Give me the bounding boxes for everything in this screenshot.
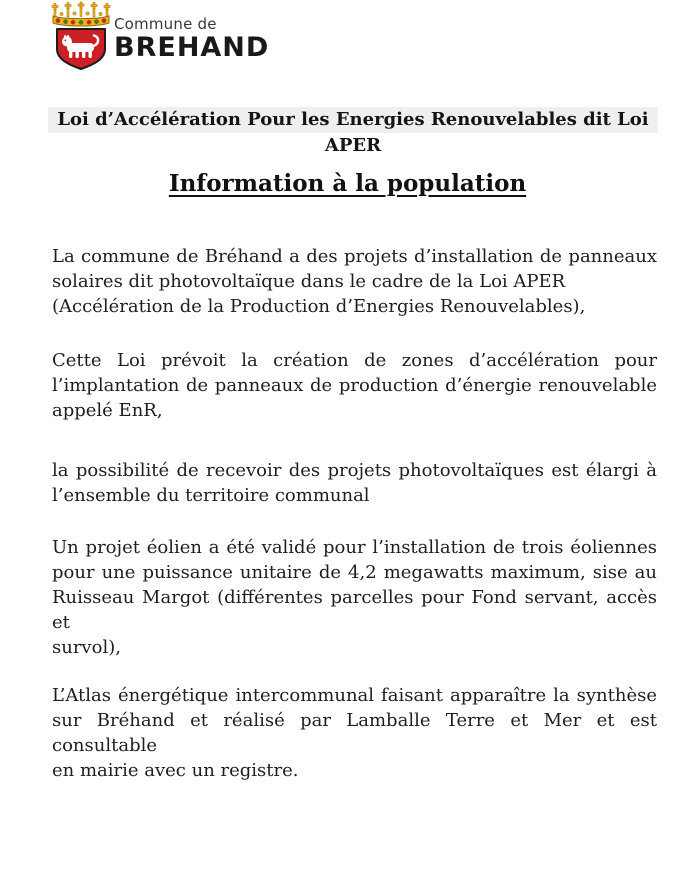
text-line: Un projet éolien a été validé pour l’installation de trois éoliennes xyxy=(52,537,657,558)
page-title-text: Information à la population xyxy=(168,170,527,197)
paragraph-solar-projects xyxy=(52,244,657,319)
brehand-crest-icon xyxy=(49,1,113,71)
text-line: survol), xyxy=(52,637,121,658)
text-line: Ruisseau Margot (différentes parcelles pour Fond servant, accès et xyxy=(52,587,657,633)
text-line: l’implantation de panneaux de production d’énergie renouvelable xyxy=(52,375,657,396)
text-line: la possibilité de recevoir des projets photovoltaïques est élargi à xyxy=(52,460,657,481)
text-line: La commune de Bréhand a des projets d’installation de panneaux xyxy=(52,246,657,267)
commune-logo xyxy=(49,1,269,71)
logo-text xyxy=(114,1,269,62)
text-line: (Accélération de la Production d’Energies Renouvelables), xyxy=(52,296,586,317)
paragraph-wind-project xyxy=(52,535,657,660)
paragraph-acceleration-zones xyxy=(52,348,657,423)
page-title xyxy=(0,170,695,197)
text-line: Cette Loi prévoit la création de zones d’accélération pour xyxy=(52,350,657,371)
paragraph-territory xyxy=(52,458,657,508)
logo-commune-label: Commune de xyxy=(114,15,217,33)
text-line: en mairie avec un registre. xyxy=(52,760,299,781)
paragraph-energy-atlas xyxy=(52,683,657,783)
text-line: solaires dit photovoltaïque dans le cadre de la Loi APER xyxy=(52,271,566,292)
logo-commune-name: BREHAND xyxy=(114,31,270,63)
body-text xyxy=(52,244,657,783)
law-title-banner: Loi d’Accélération Pour les Energies Renouvelables dit Loi APER xyxy=(48,107,658,133)
text-line: L’Atlas énergétique intercommunal faisant apparaître la synthèse xyxy=(52,685,657,706)
text-line: l’ensemble du territoire communal xyxy=(52,485,370,506)
text-line: appelé EnR, xyxy=(52,400,163,421)
text-line: pour une puissance unitaire de 4,2 megawatts maximum, sise au xyxy=(52,562,657,583)
text-line: sur Bréhand et réalisé par Lamballe Terre et Mer et est consultable xyxy=(52,710,657,756)
